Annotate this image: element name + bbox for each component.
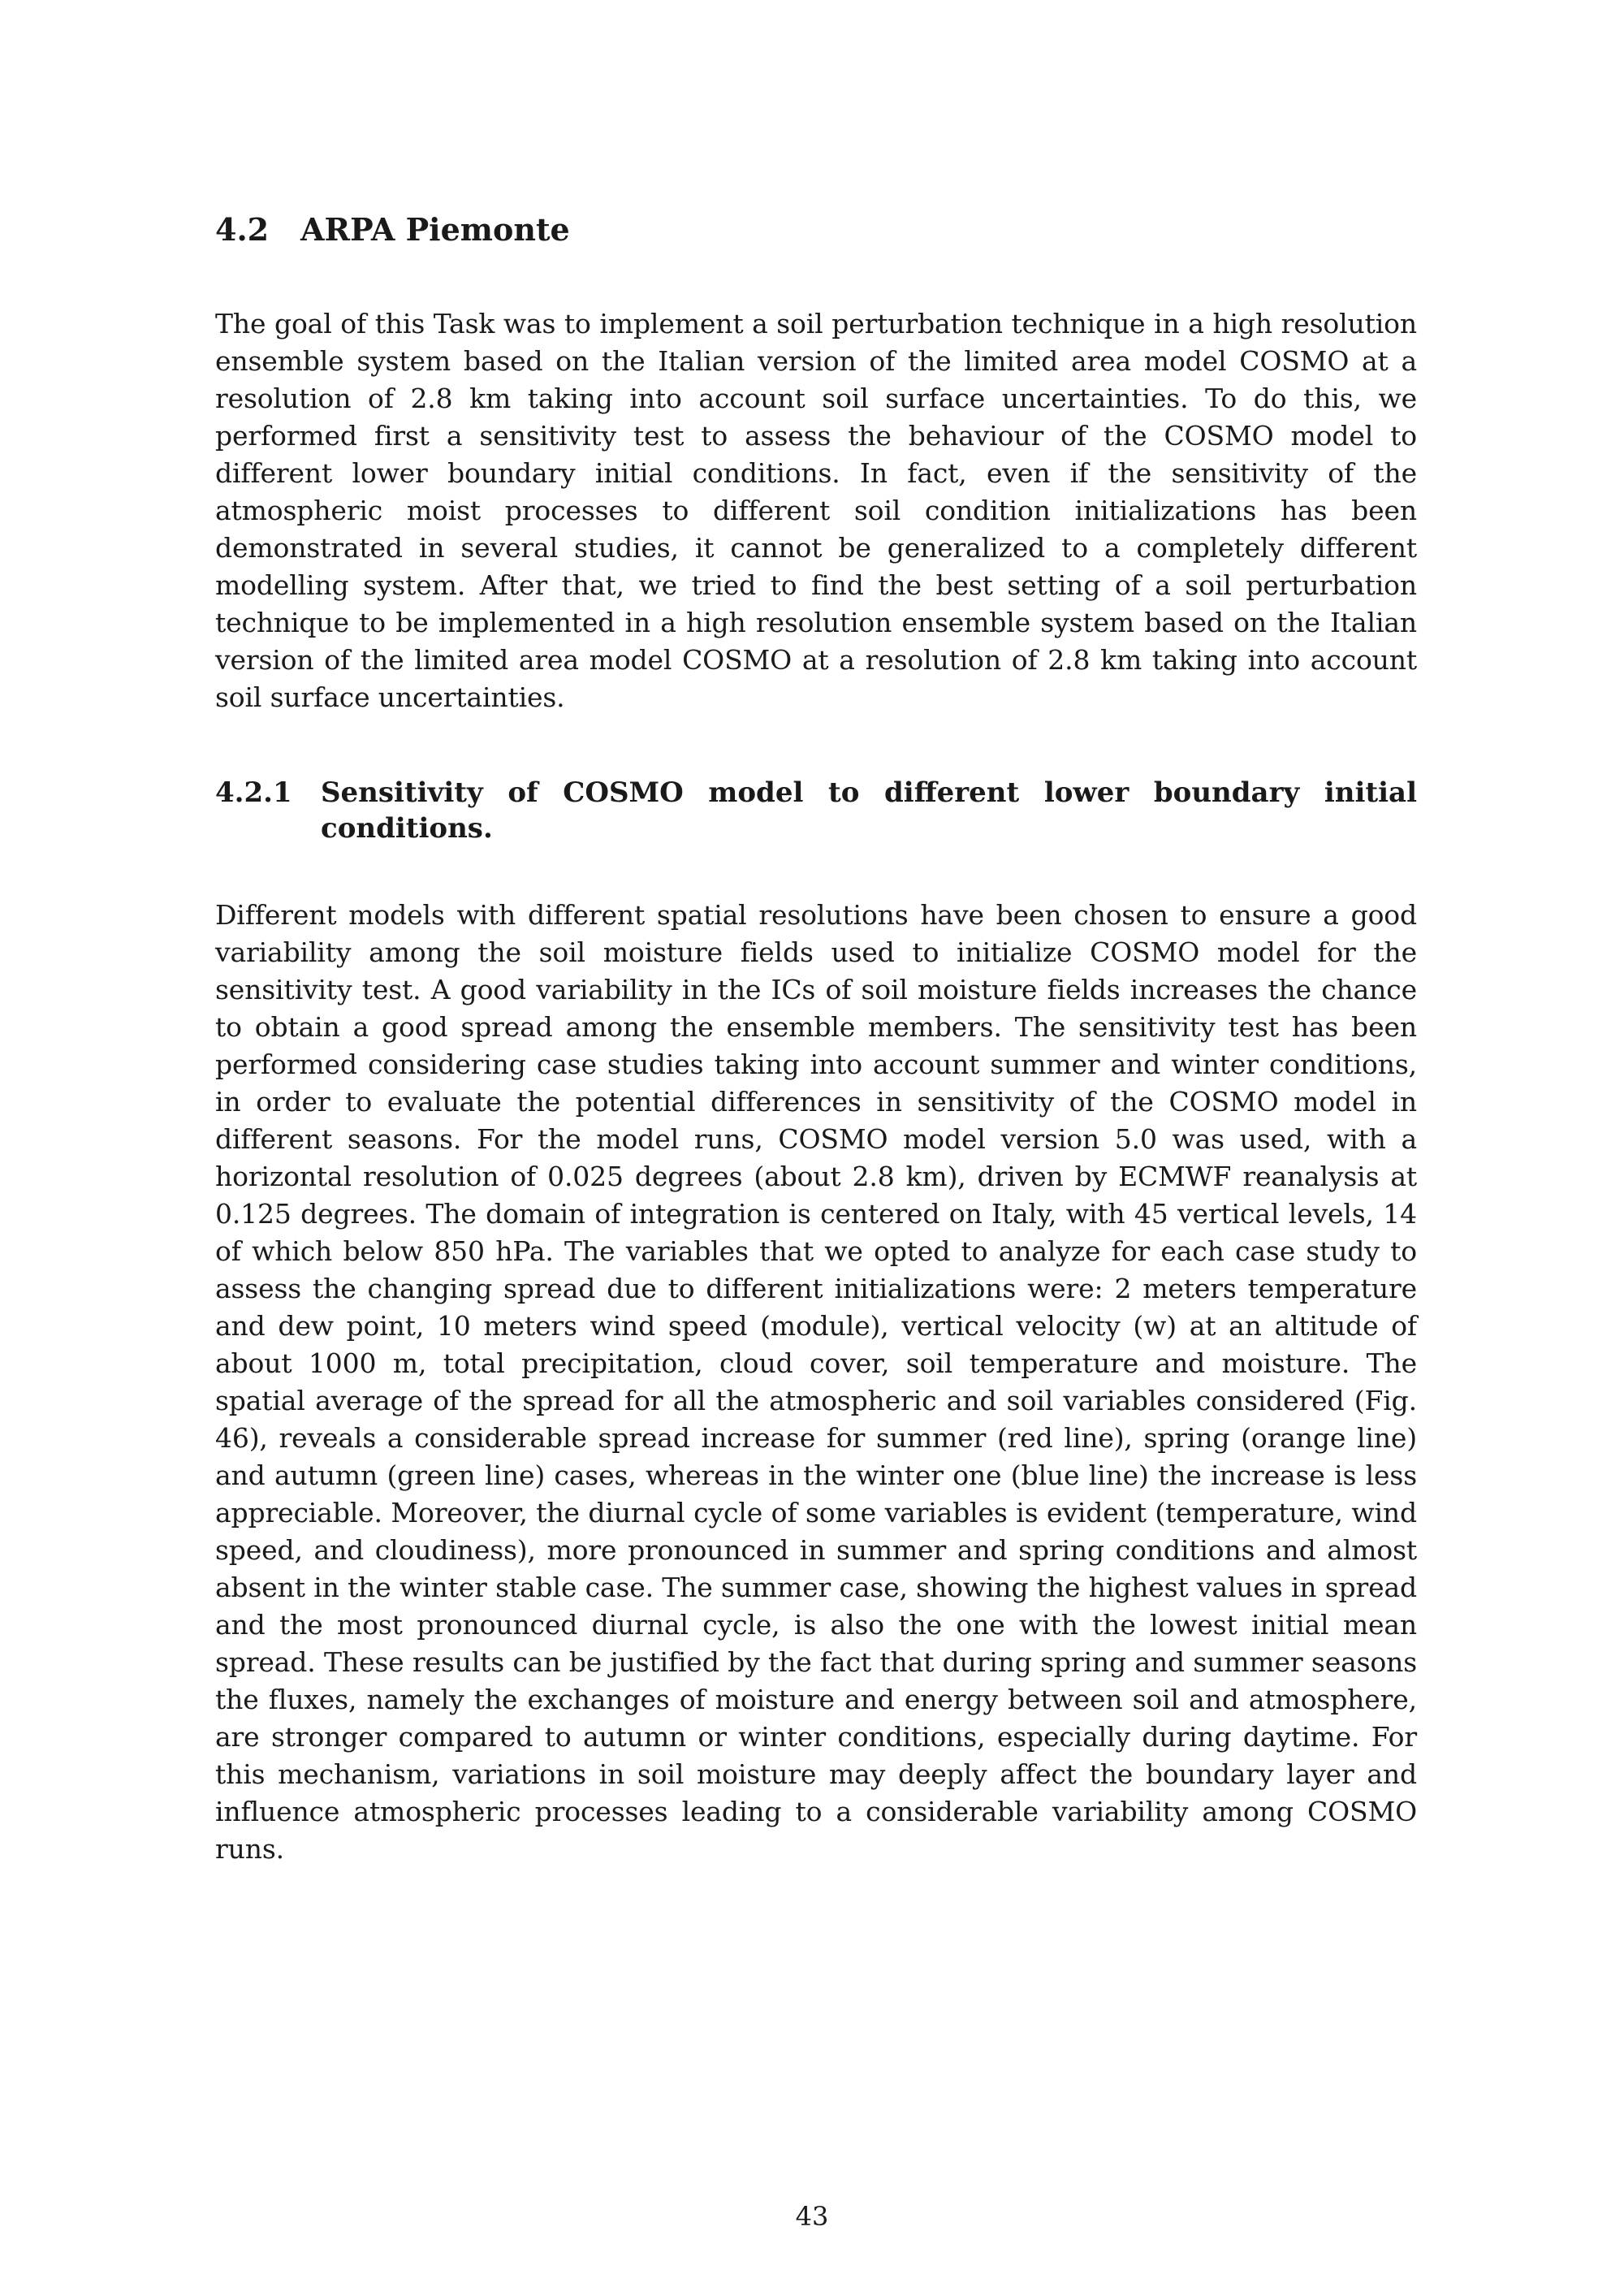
body-paragraph: Different models with different spatial resolutions have been chosen to ensure a good variability among the soil moisture fields used to initialize COSMO model for the sensitivity test. A good variability in the ICs of soil moisture fields increases the chance to obtain a good spread among the ensemble members. The sensitivity test has been performed considering case studies taking into account summer and winter conditions, in order to evaluate the potential differences in sensitivity of the COSMO model in different seasons. For the model runs, COSMO model version 5.0 was used, with a horizontal resolution of 0.025 degrees (about 2.8 km), driven by ECMWF reanalysis at 0.125 degrees. The domain of integration is centered on Italy, with 45 vertical levels, 14 of which below 850 hPa. The variables that we opted to analyze for each case study to assess the changing spread due to different initializations were: 2 meters temperature and dew point, 10 meters wind speed (module), vertical velocity (w) at an altitude of about 1000 m, total precipitation, cloud cover, soil temperature and moisture. The spatial average of the spread for all the atmospheric and soil variables considered (Fig. 46), reveals a considerable spread increase for summer (red line), spring (orange line) and autumn (green line) cases, whereas in the winter one (blue line) the increase is less appreciable. Moreover, the diurnal cycle of some variables is evident (temperature, wind speed, and cloudiness), more pronounced in summer and spring conditions and almost absent in the winter stable case. The summer case, showing the highest values in spread and the most pronounced diurnal cycle, is also the one with the lowest initial mean spread. These results can be justified by the fact that during spring and summer seasons the fluxes, namely the exchanges of moisture and energy between soil and atmosphere, are stronger compared to autumn or winter conditions, especially during daytime. For this mechanism, variations in soil moisture may deeply affect the boundary layer and influence atmospheric processes leading to a considerable variability among COSMO runs. [215,898,1417,1865]
section-number: 4.2 [215,211,270,248]
page-number: 43 [795,2201,829,2232]
section-title: ARPA Piemonte [300,211,570,248]
page-content [215,211,1417,1868]
subsection-heading [215,775,1417,846]
subsection-number: 4.2.1 [215,776,292,809]
intro-paragraph: The goal of this Task was to implement a soil perturbation technique in a high resolution ensemble system based on the Italian version of the limited area model COSMO at a resolution of 2.8 km taking into account soil surface uncertainties. To do this, we performed first a sensitivity test to assess the behaviour of the COSMO model to different lower boundary initial conditions. In fact, even if the sensitivity of the atmospheric moist processes to different soil condition initializations has been demonstrated in several studies, it cannot be generalized to a completely different modelling system. After that, we tried to find the best setting of a soil perturbation technique to be implemented in a high resolution ensemble system based on the Italian version of the limited area model COSMO at a resolution of 2.8 km taking into account soil surface uncertainties. [215,307,1417,713]
subsection-title: Sensitivity of COSMO model to different lower boundary initial conditions. [321,776,1417,845]
section-heading [215,211,1417,249]
